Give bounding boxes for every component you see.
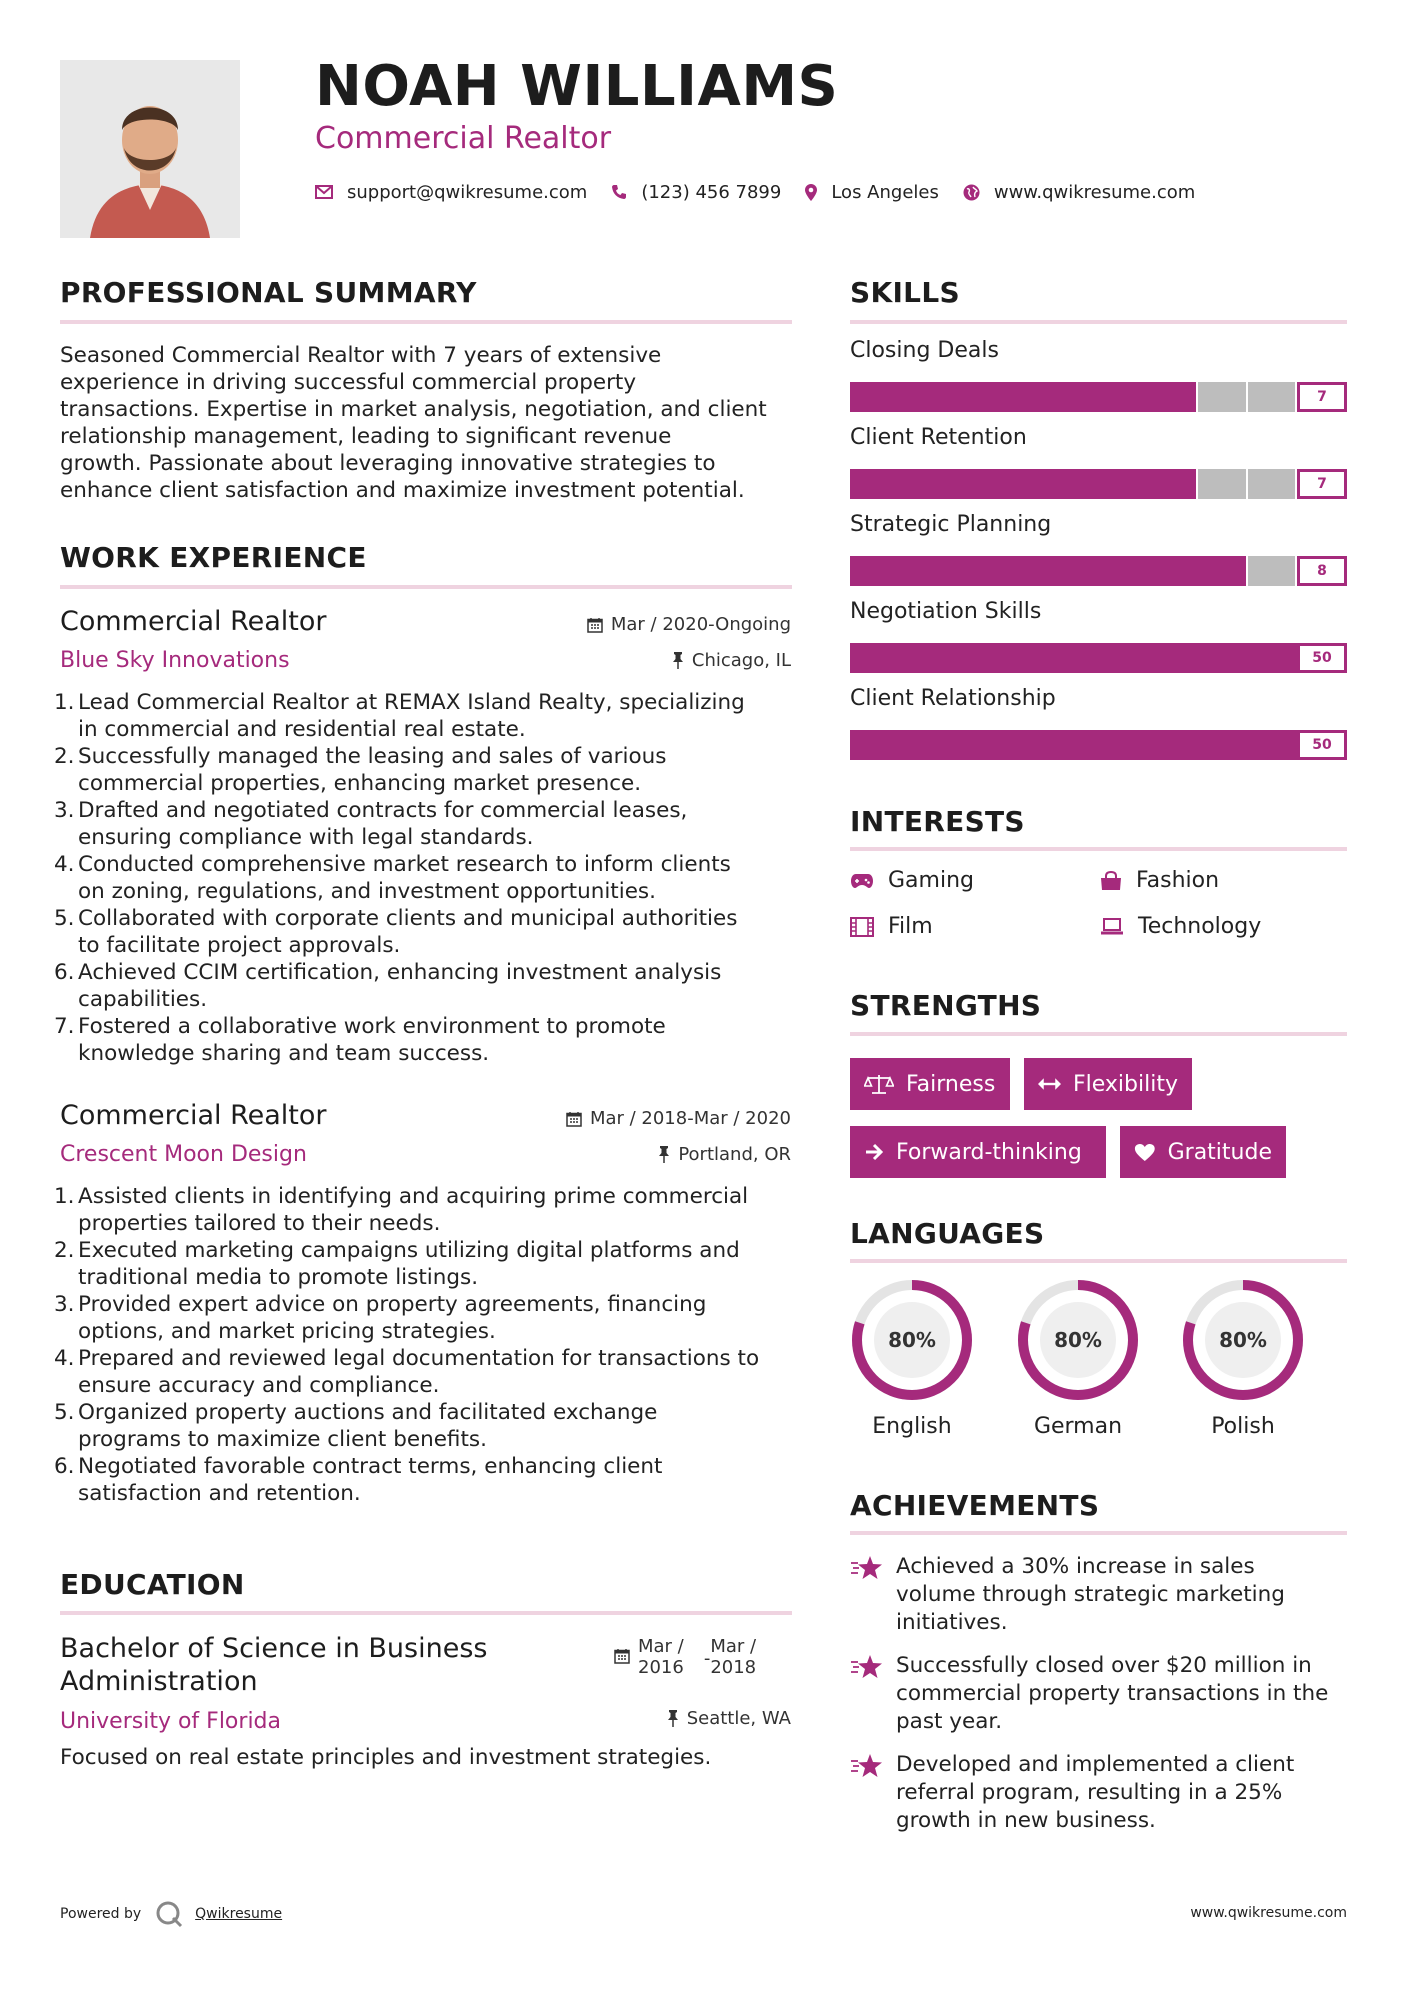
list-item: 3. Drafted and negotiated contracts for commercial leases, ensuring compliance with legal standards. xyxy=(54,798,688,850)
laptop-icon xyxy=(1100,918,1124,936)
education-location xyxy=(667,1708,791,1729)
summary-line: enhance client satisfaction and maximize investment potential. xyxy=(60,478,745,503)
achievements-heading: ACHIEVEMENTS xyxy=(850,1489,1100,1522)
skill-bar-filled-segment xyxy=(1148,730,1198,760)
skill-bar-filled-segment xyxy=(900,730,950,760)
skill-level-badge: 7 xyxy=(1297,469,1347,499)
pushpin-icon xyxy=(667,1710,679,1727)
list-item: 3. Provided expert advice on property agreements, financing options, and market pricing strategies. xyxy=(54,1292,707,1344)
achievement-item: Achieved a 30% increase in sales volume through strategic marketing initiatives. xyxy=(850,1553,1350,1637)
skill-bar-filled-segment xyxy=(999,730,1049,760)
gamepad-icon xyxy=(850,873,874,889)
skill-name: Closing Deals xyxy=(850,338,999,363)
skill-bar-filled-segment xyxy=(850,469,900,499)
job-date-text: Mar / 2020-Ongoing xyxy=(610,614,791,635)
skill-bar-filled-segment xyxy=(900,556,950,586)
skill-bar-filled-segment xyxy=(1098,469,1148,499)
skill-bar xyxy=(850,730,1347,760)
experience-heading: WORK EXPERIENCE xyxy=(60,541,367,574)
contact-phone[interactable] xyxy=(611,182,781,203)
list-item: 6. Negotiated favorable contract terms, enhancing client satisfaction and retention. xyxy=(54,1454,663,1506)
skill-bar-empty-segment xyxy=(1198,469,1248,499)
skill-bar-filled-segment xyxy=(949,469,999,499)
job-location xyxy=(658,1144,791,1165)
strength-fairness: Fairness xyxy=(850,1058,1010,1110)
language-ring-graphic xyxy=(1016,1278,1140,1402)
language-name: English xyxy=(872,1414,952,1439)
language-ring-graphic xyxy=(850,1278,974,1402)
film-icon xyxy=(850,917,874,937)
list-item: 4. Conducted comprehensive market research to inform clients on zoning, regulations, and investment opportunities. xyxy=(54,852,731,904)
interests-divider xyxy=(850,847,1347,851)
language-percent-label: 80% xyxy=(1054,1328,1102,1352)
interest-gaming: Gaming xyxy=(850,868,974,893)
skill-bar-filled-segment xyxy=(1098,643,1148,673)
contact-email[interactable] xyxy=(315,182,587,203)
strength-forward-thinking: Forward-thinking xyxy=(850,1126,1106,1178)
skill-bar-filled-segment xyxy=(850,382,900,412)
arrow-right-icon xyxy=(864,1142,884,1162)
achievement-item: Developed and implemented a client referral program, resulting in a 25% growth in new business. xyxy=(850,1751,1350,1835)
skill-bar-filled-segment xyxy=(900,643,950,673)
skill-bar-filled-segment xyxy=(1098,730,1148,760)
skill-bar-filled-segment xyxy=(1248,643,1298,673)
education-date: Mar / 2016 - Mar / 2018 xyxy=(614,1636,756,1678)
qwikresume-logo-icon xyxy=(155,1900,183,1928)
list-item: 7. Fostered a collaborative work environment to promote knowledge sharing and team success. xyxy=(54,1014,666,1066)
contact-bar xyxy=(315,178,1219,206)
summary-line: growth. Passionate about leveraging innovative strategies to xyxy=(60,451,716,476)
list-item: 2. Successfully managed the leasing and sales of various commercial properties, enhancing market presence. xyxy=(54,744,667,796)
calendar-icon xyxy=(614,1648,630,1664)
skill-bar-filled-segment xyxy=(1049,730,1099,760)
experience-divider xyxy=(60,585,792,589)
qwikresume-link[interactable]: Qwikresume xyxy=(195,1906,283,1922)
list-item: 5. Collaborated with corporate clients and municipal authorities to facilitate project approvals. xyxy=(54,906,738,958)
list-item: 1. Lead Commercial Realtor at REMAX Island Realty, specializing in commercial and residential real estate. xyxy=(54,690,745,742)
skill-bar-filled-segment xyxy=(1148,556,1198,586)
job-location xyxy=(672,650,791,671)
contact-website[interactable] xyxy=(963,182,1195,203)
skill-name: Negotiation Skills xyxy=(850,599,1042,624)
company-name: Blue Sky Innovations xyxy=(60,648,290,673)
skill-bar-filled-segment xyxy=(999,469,1049,499)
job-title: Commercial Realtor xyxy=(60,1100,327,1131)
language-ring-graphic xyxy=(1181,1278,1305,1402)
calendar-icon xyxy=(566,1111,582,1127)
strength-flexibility: Flexibility xyxy=(1024,1058,1192,1110)
job-responsibilities xyxy=(54,689,800,1067)
profile-photo xyxy=(60,60,240,238)
skill-bar-filled-segment xyxy=(999,643,1049,673)
skill-bar xyxy=(850,469,1347,499)
summary-line: Seasoned Commercial Realtor with 7 years of extensive xyxy=(60,343,662,368)
skills-divider xyxy=(850,320,1347,324)
skill-bar-filled-segment xyxy=(1049,469,1099,499)
skill-bar-filled-segment xyxy=(1098,556,1148,586)
job-date xyxy=(587,614,791,635)
skill-bar xyxy=(850,556,1347,586)
language-progress-ring xyxy=(1016,1278,1140,1402)
contact-email-text: support@qwikresume.com xyxy=(347,181,588,203)
pushpin-icon xyxy=(672,652,684,669)
skill-level-badge: 50 xyxy=(1297,643,1347,673)
contact-website-text: www.qwikresume.com xyxy=(993,181,1196,203)
job-location-text: Chicago, IL xyxy=(691,650,791,671)
skill-bar-filled-segment xyxy=(949,382,999,412)
languages-divider xyxy=(850,1259,1347,1263)
job-date xyxy=(566,1108,791,1129)
summary-line: transactions. Expertise in market analysis, negotiation, and client xyxy=(60,397,767,422)
contact-phone-text: (123) 456 7899 xyxy=(641,181,782,203)
education-divider xyxy=(60,1611,792,1615)
achievements-divider xyxy=(850,1531,1347,1535)
skill-name: Client Relationship xyxy=(850,686,1056,711)
degree-name: Bachelor of Science in Business Administration xyxy=(60,1633,488,1697)
skill-bar-filled-segment xyxy=(949,643,999,673)
calendar-icon xyxy=(587,617,603,633)
arrows-horizontal-icon xyxy=(1038,1077,1061,1091)
shopping-bag-icon xyxy=(1100,871,1122,891)
contact-location-text: Los Angeles xyxy=(831,181,939,203)
education-description: Focused on real estate principles and investment strategies. xyxy=(60,1745,712,1770)
skill-bar-filled-segment xyxy=(1148,469,1198,499)
summary-line: relationship management, leading to significant revenue xyxy=(60,424,672,449)
skill-bar-filled-segment xyxy=(999,556,1049,586)
skill-bar-filled-segment xyxy=(949,730,999,760)
language-progress-ring xyxy=(850,1278,974,1402)
interests-heading: INTERESTS xyxy=(850,805,1025,838)
envelope-icon xyxy=(315,185,333,199)
strengths-divider xyxy=(850,1032,1347,1036)
skill-bar-empty-segment xyxy=(1248,556,1298,586)
strengths-heading: STRENGTHS xyxy=(850,989,1042,1022)
pushpin-icon xyxy=(658,1146,670,1163)
skill-bar-filled-segment xyxy=(850,643,900,673)
summary-divider xyxy=(60,320,792,324)
language-name: Polish xyxy=(1211,1414,1275,1439)
footer-website[interactable]: www.qwikresume.com xyxy=(1190,1905,1347,1921)
skill-bar-filled-segment xyxy=(850,556,900,586)
skill-level-badge: 8 xyxy=(1297,556,1347,586)
list-item: 1. Assisted clients in identifying and acquiring prime commercial properties tailored to their needs. xyxy=(54,1184,749,1236)
strength-gratitude: Gratitude xyxy=(1120,1126,1286,1178)
skill-bar-filled-segment xyxy=(1198,556,1248,586)
skill-bar-filled-segment xyxy=(1248,730,1298,760)
list-item: 5. Organized property auctions and facilitated exchange programs to maximize client benefits. xyxy=(54,1400,658,1452)
skill-level-badge: 7 xyxy=(1297,382,1347,412)
skill-bar-filled-segment xyxy=(1098,382,1148,412)
list-item: 4. Prepared and reviewed legal documentation for transactions to ensure accuracy and compliance. xyxy=(54,1346,760,1398)
skill-name: Client Retention xyxy=(850,425,1027,450)
candidate-title: Commercial Realtor xyxy=(315,121,612,156)
powered-by-label: Powered by xyxy=(60,1906,142,1922)
skill-bar-filled-segment xyxy=(999,382,1049,412)
star-icon xyxy=(850,1555,884,1581)
heart-icon xyxy=(1134,1142,1156,1163)
skill-bar-filled-segment xyxy=(1148,643,1198,673)
skill-bar-filled-segment xyxy=(1049,643,1099,673)
job-responsibilities xyxy=(54,1183,800,1507)
school-name: University of Florida xyxy=(60,1709,281,1734)
education-heading: EDUCATION xyxy=(60,1568,245,1601)
summary-text xyxy=(60,342,800,504)
language-progress-ring xyxy=(1181,1278,1305,1402)
list-item: 6. Achieved CCIM certification, enhancing investment analysis capabilities. xyxy=(54,960,722,1012)
candidate-name: NOAH WILLIAMS xyxy=(315,54,839,119)
skill-bar-filled-segment xyxy=(1049,556,1099,586)
map-pin-icon xyxy=(805,184,817,201)
footer-powered-by xyxy=(60,1900,282,1928)
balance-scale-icon xyxy=(864,1073,894,1095)
star-icon xyxy=(850,1753,884,1779)
education-location-text: Seattle, WA xyxy=(686,1708,791,1729)
skill-bar xyxy=(850,382,1347,412)
skill-bar-filled-segment xyxy=(949,556,999,586)
skill-bar-empty-segment xyxy=(1248,382,1298,412)
phone-icon xyxy=(611,184,627,200)
interest-fashion: Fashion xyxy=(1100,868,1219,893)
skill-bar-filled-segment xyxy=(900,382,950,412)
job-location-text: Portland, OR xyxy=(678,1144,791,1165)
skills-heading: SKILLS xyxy=(850,276,960,309)
skill-bar-filled-segment xyxy=(1198,730,1248,760)
skill-bar-empty-segment xyxy=(1198,382,1248,412)
interest-film: Film xyxy=(850,914,933,939)
skill-bar-filled-segment xyxy=(1049,382,1099,412)
summary-line: experience in driving successful commercial property xyxy=(60,370,637,395)
skill-bar-empty-segment xyxy=(1248,469,1298,499)
languages-heading: LANGUAGES xyxy=(850,1217,1045,1250)
list-item: 2. Executed marketing campaigns utilizing digital platforms and traditional media to promote listings. xyxy=(54,1238,740,1290)
job-title: Commercial Realtor xyxy=(60,606,327,637)
skill-level-badge: 50 xyxy=(1297,730,1347,760)
achievement-item: Successfully closed over $20 million in commercial property transactions in the past year. xyxy=(850,1652,1350,1736)
language-name: German xyxy=(1033,1414,1123,1439)
language-percent-label: 80% xyxy=(1219,1328,1267,1352)
skill-bar-filled-segment xyxy=(850,730,900,760)
summary-heading: PROFESSIONAL SUMMARY xyxy=(60,276,477,309)
star-icon xyxy=(850,1654,884,1680)
skill-bar-filled-segment xyxy=(1198,643,1248,673)
skill-bar xyxy=(850,643,1347,673)
interest-technology: Technology xyxy=(1100,914,1261,939)
job-date-text: Mar / 2018-Mar / 2020 xyxy=(589,1108,791,1129)
skill-name: Strategic Planning xyxy=(850,512,1052,537)
globe-icon xyxy=(963,184,980,201)
language-percent-label: 80% xyxy=(888,1328,936,1352)
skill-bar-filled-segment xyxy=(900,469,950,499)
skill-bar-filled-segment xyxy=(1148,382,1198,412)
contact-location xyxy=(805,182,939,203)
company-name: Crescent Moon Design xyxy=(60,1142,307,1167)
